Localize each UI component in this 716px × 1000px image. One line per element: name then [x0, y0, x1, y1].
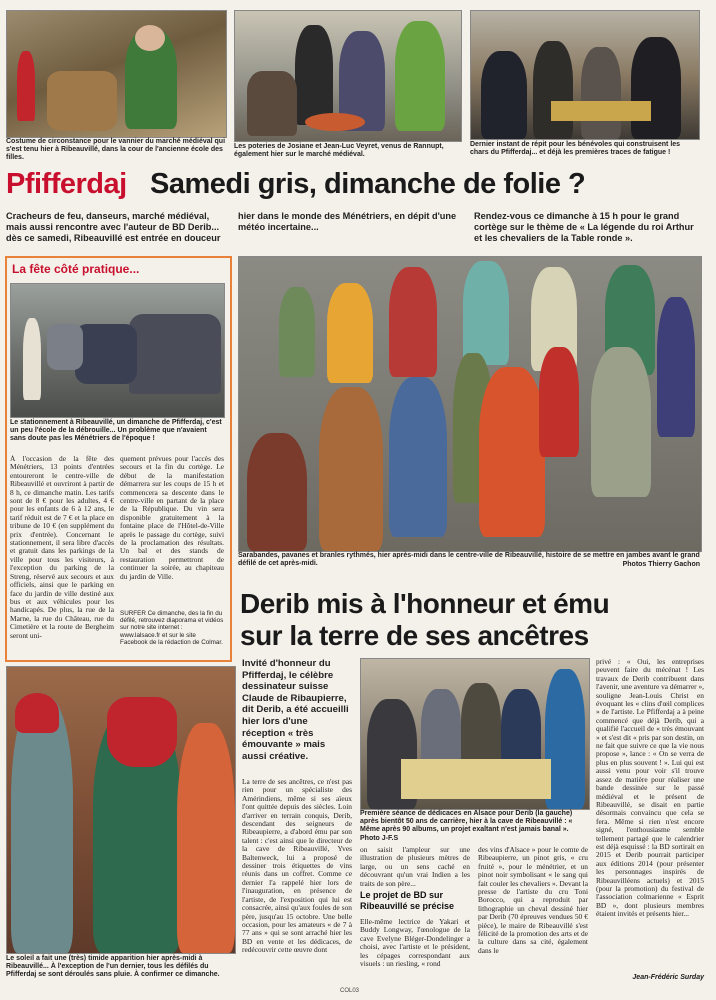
intro-col1: Cracheurs de feu, danseurs, marché médiéval, mais aussi rencontre avec l'auteur de BD Derib... dès ce samedi, Ribeauvillé est entrée en douceur — [6, 211, 221, 243]
headline2-line1: Derib mis à l'honneur et ému — [240, 588, 610, 619]
intro-col3: Rendez-vous ce dimanche à 15 h pour le grand cortège sur le thème de « La légende du roi Arthur et les chevaliers de la Table ronde ». — [474, 211, 694, 243]
photo-parking — [10, 283, 225, 418]
headline2-line2: sur la terre de ses ancêtres — [240, 620, 589, 651]
caption-parking: Le stationnement à Ribeauvillé, un dimanche de Pfifferdaj, c'est un peu l'école de la débrouille... Un problème que n'avaient sans doute pas les Ménétriers de l'époque ! — [10, 419, 222, 443]
photo-costumes — [6, 666, 236, 954]
info-box-surfer: SURFER Ce dimanche, des la fin du défilé, retrouvez diaporama et vidéos sur notre site internet : www.lalsace.fr et sur le site Facebook de la rédaction de Colmar. — [120, 610, 224, 646]
headline-title: Samedi gris, dimanche de folie ? — [150, 168, 586, 200]
caption-basket-maker: Costume de circonstance pour le vannier du marché médiéval qui s'est tenu hier à Ribeauvillé, dans la cour de l'ancienne école des filles. — [6, 138, 226, 162]
page-footer: COL03 — [340, 988, 360, 994]
headline-kicker: Pfifferdaj — [6, 168, 127, 200]
derib-col2: on saisit l'ampleur sur une illustration de plusieurs mètres de large, ou un sens caché en découvrant qu'un vrai Indien a les traits de son père... — [360, 845, 470, 888]
info-box-col1: À l'occasion de la fête des Ménétriers, 13 points d'entrées entoureront le centre-ville de Ribeauvillé et ouvriront à partir de 8 h, ce dimanche matin. Les tarifs sont de 8 € pour les adultes, 4 € pour les enfants de 6 à 12 ans, le tarif réduit est de 7 € et la place en tribune de 10 € (en supplément du prix d'entrée). Concernant le stationnement, il sera libre d'accès et gratuit dans les parkings de la ville pour tous les visiteurs, à l'exception du parking de la Streng, réservé aux secours et aux officiels, ainsi que le parking en face du jardin de ville destiné aux bus et aux véhicules pour les handicapés. De plus, la rue de la Marne, la rue du Château, rue du Cimetière et la route de Bergheim seront uni- — [10, 455, 114, 640]
caption-derib-signing: Première séance de dédicaces en Alsace pour Derib (la gauche) après bientôt 50 ans de carrière, hier à la cave de Ribeauvillé : « Même après 90 albums, un projet exaltant n'est jamais banal ». Photo J-F.S — [360, 810, 573, 842]
caption-volunteers: Dernier instant de répit pour les bénévoles qui construisent les chars du Pfifferdaj... et déjà les premières traces de fatigue ! — [470, 141, 681, 157]
derib-author: Jean-Frédéric Surday — [632, 974, 704, 981]
caption-dancers-credit: Photos Thierry Gachon — [622, 561, 700, 568]
caption-pottery: Les poteries de Josiane et Jean-Luc Veyret, venus de Rannupt, également hier sur le marché médiéval. — [234, 143, 444, 159]
photo-volunteers — [470, 10, 700, 140]
photo-pottery — [234, 10, 462, 142]
derib-col2b: Elle-même lectrice de Yakari et Buddy Longway, l'œnologue de la cave Evelyne Bléger-Dondelinger a choisi, avec l'artiste et le président, les cépages correspondant aux visuels : un riesling, « rond — [360, 917, 470, 969]
info-box-col2: quement prévues pour l'accès des secours et la fin du cortège. Le début de la manifestation démarrera sur les coups de 15 h et commencera sa descente dans le centre-ville en partant de la place de la République. Du vin sera disponible gratuitement à la fontaine place de l'Hôtel-de-Ville après le passage du cortège, suivi de la proclamation des résultats. Un bal et des stands de restauration permettront de continuer la soirée, au chapiteau du jardin de Ville. — [120, 454, 224, 581]
derib-subhead: Le projet de BD sur Ribeauvillé se précise — [360, 890, 455, 911]
derib-col4: privé : « Oui, les entreprises peuvent faire du mécénat ! Les travaux de Derib contribuent dans l'avenir, une aventure va démarrer », souligne Jean-Louis Christ en évoquant les « clins d'œil complices » de l'artiste. Le Pfifferdaj a à peine commencé que déjà Derib, qui a qualifié l'accueil de « très émouvant » et s'est dit « pris par son destin, on ne fait que suivre ce que la vie nous propose », lance : « On se verra de plus en plus souvent ! ». Lui qui est aussi venu pour voir s'il trouve assez de matière pour réaliser une bande dessinée sur le passé médiéval et le présent de Ribeauvillé, se disait en partie désormais convaincu que cela se fera. Même si rien n'est encore signé, l'enthousiasme semble tellement partagé que le calendrier est déjà esquissé : la BD sortirait en 2015 et Derib pourrait participer aux éditions 2014 (pour présenter les personnages inspirés de Ribeauvilléens actuels) et 2015 (pour la promotion) du festival de l'association colmarienne « Esprit BD », dont plusieurs membres étaient invités et présents hier... — [596, 658, 704, 919]
caption-costumes: Le soleil a fait une (très) timide apparition hier après-midi à Ribeauvillé... À l'exception de l'un dernier, tous les défilés du Pfifferdaj se sont déroulés sans pluie. À confirmer ce dimanche. — [6, 955, 220, 979]
derib-col1: La terre de ses ancêtres, ce n'est pas rien pour un spécialiste des Amérindiens, même si ses aïeux l'ont quittée depuis des siècles. Loin d'arriver en terrain conquis, Derib, descendant des seigneurs de Ribeaupierre, a d'abord ému par son talent : c'est ainsi que le directeur de la cave de Ribeauvillé, Yves Baltenweck, lui a proposé de dessiner trois étiquettes de vins réunis dans un coffret. Comme ce dernier l'a rappelé hier lors de l'inauguration, en présence de l'artiste, de l'exposition qui lui est consacrée, ainsi qu'aux foules de son père, jusqu'au 15 octobre. Une belle occasion, pour les amateurs « de 7 à 77 ans » qui se sont arraché hier les BD en vente et les dédicaces, de redécouvrir cette œuvre dont — [242, 777, 352, 955]
info-box-title: La fête côté pratique... — [12, 262, 140, 276]
photo-derib-signing — [360, 658, 590, 810]
photo-basket-maker — [6, 10, 227, 138]
photo-dancers — [238, 256, 702, 552]
caption-dancers: Sarabandes, pavanes et branles rythmés, hier après-midi dans le centre-ville de Ribeauvillé, histoire de se mettre en jambes avant le grand défilé de cet après-midi. — [238, 552, 700, 568]
intro-col2: hier dans le monde des Ménétriers, en dépit d'une météo incertaine... — [238, 211, 457, 232]
derib-col3: des vins d'Alsace » pour le comte de Ribeaupierre, un pinot gris, « cru fruité », pour le ménétrier, et un pinot noir symbolisant « le sang qui fait couler les chevaliers ». Devant la presse de l'artiste du cru Toni Borocco, qui a reproduit par lithographie un cheval dessiné hier par Derib (70 épreuves vendues 50 € pièce), le maire de Ribeauvillé s'est félicité de la promotion des arts et de la culture dans sa cité, également dans le — [478, 845, 588, 955]
derib-intro: Invité d'honneur du Pfifferdaj, le célèbre dessinateur suisse Claude de Ribaupierre, dit Derib, a été accueilli hier lors d'une réception « très émouvante » mais aussi créative. — [242, 658, 349, 762]
